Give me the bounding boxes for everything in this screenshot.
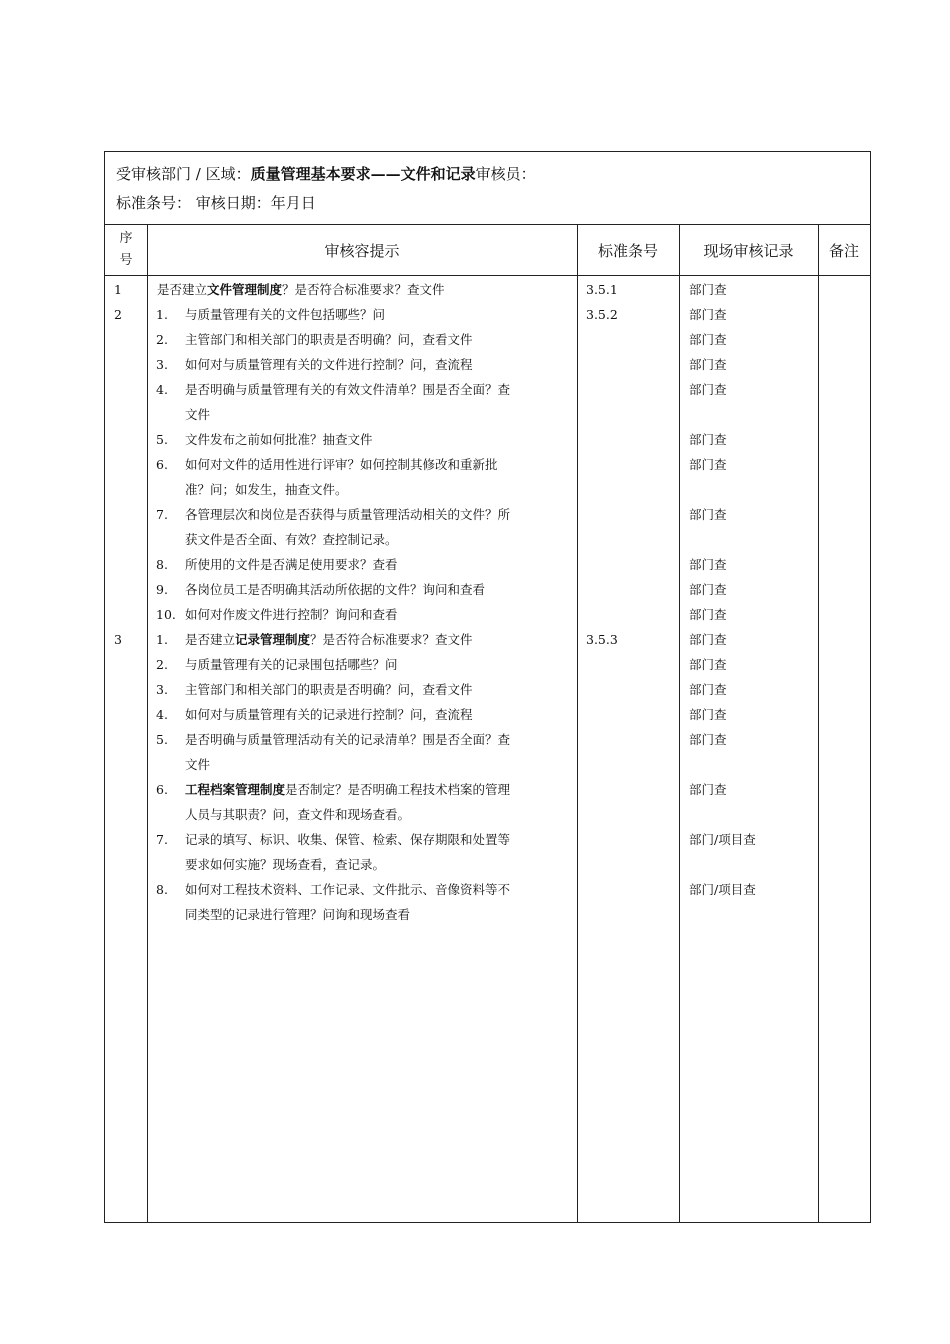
- divider: [577, 225, 578, 1222]
- item-num: 8.: [156, 557, 168, 572]
- item-text-cont: 获文件是否全面、有效？查控制记录。: [185, 532, 398, 547]
- item-num: 8.: [156, 882, 168, 897]
- item-text: 如何对工程技术资料、工作记录、文件批示、音像资料等不: [185, 882, 511, 897]
- item-record: 部门查: [689, 582, 727, 597]
- row-seq: 1: [114, 282, 122, 297]
- item-record: 部门查: [689, 732, 727, 747]
- item-num: 5.: [156, 432, 168, 447]
- audit-checklist-table: [104, 151, 871, 1223]
- item-record: 部门查: [689, 707, 727, 722]
- item-num: 5.: [156, 732, 168, 747]
- item-text: 所使用的文件是否满足使用要求？查看: [185, 557, 398, 572]
- item-num: 9.: [156, 582, 168, 597]
- item-record: 部门查: [689, 332, 727, 347]
- divider: [818, 225, 819, 1222]
- header-line-2: 标准条号： 审核日期：年月日: [116, 194, 316, 212]
- item-text-cont: 文件: [185, 407, 211, 422]
- item-text: 是否明确与质量管理活动有关的记录清单？围是否全面？查: [185, 732, 511, 747]
- col-standard-header: 标准条号: [597, 242, 658, 260]
- divider: [147, 225, 148, 1222]
- item-num: 3.: [156, 682, 168, 697]
- item-num: 7.: [156, 832, 168, 847]
- item-text-cont: 人员与其职责？问，查文件和现场查看。: [185, 807, 411, 822]
- item-num: 4.: [156, 707, 168, 722]
- item-text: 主管部门和相关部门的职责是否明确？问，查看文件: [185, 682, 473, 697]
- item-record: 部门查: [689, 357, 727, 372]
- item-text-cont: 要求如何实施？现场查看，查记录。: [185, 857, 386, 872]
- item-text: 各管理层次和岗位是否获得与质量管理活动相关的文件？所: [185, 507, 511, 522]
- item-text: 文件发布之前如何批准？抽查文件: [185, 432, 373, 447]
- item-record: 部门/项目查: [689, 832, 756, 847]
- item-num: 2.: [156, 332, 168, 347]
- item-text: 记录的填写、标识、收集、保管、检索、保存期限和处置等: [185, 832, 511, 847]
- item-record: 部门查: [689, 507, 727, 522]
- row-standard: 3.5.2: [586, 307, 618, 322]
- item-record: 部门查: [689, 382, 727, 397]
- item-text: 各岗位员工是否明确其活动所依据的文件？询问和查看: [185, 582, 486, 597]
- item-text: 主管部门和相关部门的职责是否明确？问，查看文件: [185, 332, 473, 347]
- col-seq-header: 序 号: [119, 231, 133, 268]
- item-num: 1.: [156, 632, 168, 647]
- item-num: 1.: [156, 307, 168, 322]
- table-header-info: [105, 152, 870, 225]
- item-num: 7.: [156, 507, 168, 522]
- divider: [679, 225, 680, 1222]
- col-content-header: 审核容提示: [324, 242, 400, 260]
- row-standard: 3.5.3: [586, 632, 618, 647]
- item-record: 部门查: [689, 657, 727, 672]
- item-record: 部门查: [689, 307, 727, 322]
- item-record: 部门查: [689, 682, 727, 697]
- item-record: 部门查: [689, 432, 727, 447]
- column-headers: [105, 225, 870, 276]
- item-text: 如何对与质量管理有关的文件进行控制？问，查流程: [185, 357, 473, 372]
- item-text: 如何对文件的适用性进行评审？如何控制其修改和重新批: [185, 457, 498, 472]
- row-standard: 3.5.1: [586, 282, 618, 297]
- item-text-cont: 准？问；如发生，抽查文件。: [185, 482, 348, 497]
- item-record: 部门查: [689, 557, 727, 572]
- item-record: 部门/项目查: [689, 882, 756, 897]
- item-text-cont: 同类型的记录进行管理？问询和现场查看: [185, 907, 411, 922]
- item-text: 与质量管理有关的记录围包括哪些？问: [185, 657, 398, 672]
- item-text: 如何对与质量管理有关的记录进行控制？问，查流程: [185, 707, 473, 722]
- item-record: 部门查: [689, 782, 727, 797]
- row-content: 是否建立文件管理制度？是否符合标准要求？查文件: [157, 282, 445, 297]
- item-num: 4.: [156, 382, 168, 397]
- item-text: 工程档案管理制度是否制定？是否明确工程技术档案的管理: [185, 782, 511, 797]
- col-record-header: 现场审核记录: [703, 242, 794, 260]
- item-text: 是否建立记录管理制度？是否符合标准要求？查文件: [185, 632, 473, 647]
- item-text: 与质量管理有关的文件包括哪些？问: [185, 307, 386, 322]
- auditor-label: 审核员：: [475, 165, 536, 183]
- item-num: 3.: [156, 357, 168, 372]
- item-num: 6.: [156, 457, 168, 472]
- col-note-header: 备注: [828, 242, 859, 260]
- item-text-cont: 文件: [185, 757, 211, 772]
- item-num: 10.: [156, 607, 176, 622]
- item-text: 是否明确与质量管理有关的有效文件清单？围是否全面？查: [185, 382, 511, 397]
- item-record: 部门查: [689, 632, 727, 647]
- item-num: 2.: [156, 657, 168, 672]
- item-record: 部门查: [689, 457, 727, 472]
- row-seq: 2: [114, 307, 122, 322]
- row-record: 部门查: [689, 282, 727, 297]
- item-record: 部门查: [689, 607, 727, 622]
- header-line-1: [116, 163, 536, 184]
- audit-subject: 质量管理基本要求——文件和记录: [250, 165, 476, 183]
- audited-department-label: 受审核部门 / 区域：: [116, 165, 251, 183]
- item-num: 6.: [156, 782, 168, 797]
- item-text: 如何对作废文件进行控制？询问和查看: [185, 607, 398, 622]
- row-seq: 3: [114, 632, 122, 647]
